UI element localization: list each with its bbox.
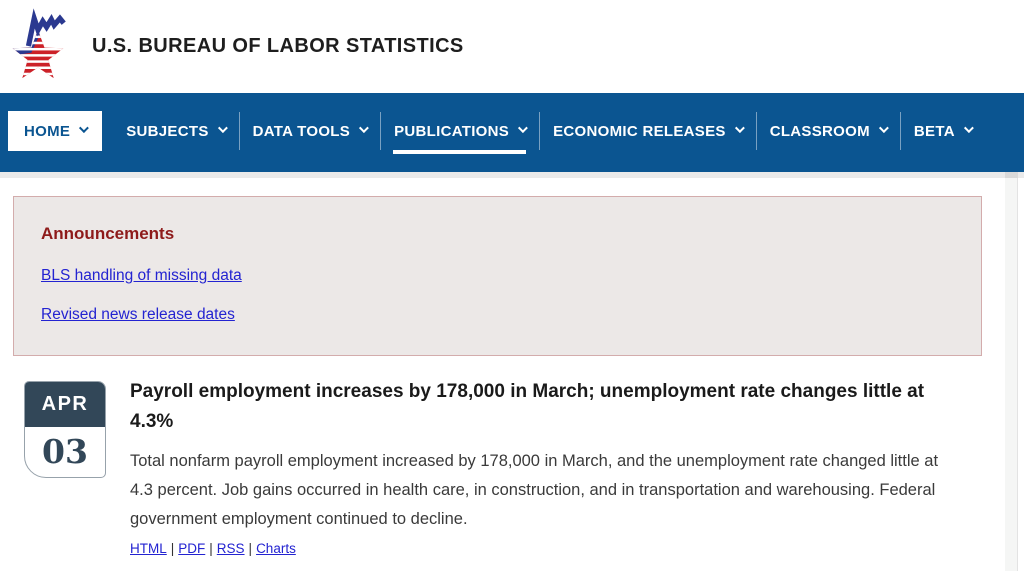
chevron-down-icon — [359, 123, 369, 133]
nav-item-classroom[interactable] — [756, 111, 900, 151]
doc-link-pdf[interactable]: PDF — [178, 541, 206, 556]
vertical-scrollbar[interactable] — [1005, 172, 1018, 571]
chevron-down-icon — [218, 123, 228, 133]
link-separator: | — [248, 541, 253, 556]
announcement-link-release-dates[interactable]: Revised news release dates — [41, 306, 235, 323]
announcements-box — [13, 196, 982, 356]
doc-links — [130, 541, 965, 556]
news-summary: Total nonfarm payroll employment increased by 178,000 in March, and the unemployment rate changed little at 4.3 percent. Job gains occurred in health care, in construction, and in transportation and warehousing. Federal government employment continued to decline. — [130, 452, 939, 528]
nav-shadow-strip — [0, 172, 1024, 178]
chevron-down-icon — [879, 123, 889, 133]
nav-item-label: HOME — [24, 122, 71, 140]
nav-item-data-tools[interactable] — [239, 111, 380, 151]
announcements-heading: Announcements — [41, 224, 175, 243]
nav-item-label: SUBJECTS — [126, 122, 209, 140]
nav-item-publications[interactable] — [380, 111, 539, 151]
doc-link-rss[interactable]: RSS — [216, 541, 245, 556]
nav-item-label: PUBLICATIONS — [394, 122, 510, 140]
date-day: 03 — [42, 432, 88, 471]
date-month: APR — [25, 382, 105, 427]
nav-item-subjects[interactable] — [112, 111, 238, 151]
link-separator: | — [170, 541, 175, 556]
nav-item-home[interactable] — [8, 111, 102, 151]
nav-item-economic-releases[interactable] — [539, 111, 756, 151]
doc-link-charts[interactable]: Charts — [256, 541, 296, 556]
site-title: U.S. BUREAU OF LABOR STATISTICS — [92, 35, 464, 57]
news-item — [24, 381, 1024, 556]
date-badge — [24, 381, 106, 478]
nav-item-beta[interactable] — [900, 111, 985, 151]
news-headline: Payroll employment increases by 178,000 in March; unemployment rate changes little at 4.3% — [130, 381, 925, 432]
site-header — [0, 0, 1024, 93]
chevron-down-icon — [518, 123, 528, 133]
announcement-link-missing-data[interactable]: BLS handling of missing data — [41, 267, 242, 284]
bls-logo[interactable] — [6, 7, 70, 87]
nav-item-label: BETA — [913, 122, 955, 140]
chevron-down-icon — [735, 123, 745, 133]
news-content — [130, 381, 965, 556]
chevron-down-icon — [964, 123, 974, 133]
main-nav — [0, 93, 1024, 172]
nav-item-label: ECONOMIC RELEASES — [553, 122, 726, 140]
link-separator: | — [209, 541, 213, 556]
nav-item-label: CLASSROOM — [769, 122, 870, 140]
doc-link-html[interactable]: HTML — [130, 541, 167, 556]
nav-item-label: DATA TOOLS — [252, 122, 351, 140]
chevron-down-icon — [79, 123, 89, 133]
